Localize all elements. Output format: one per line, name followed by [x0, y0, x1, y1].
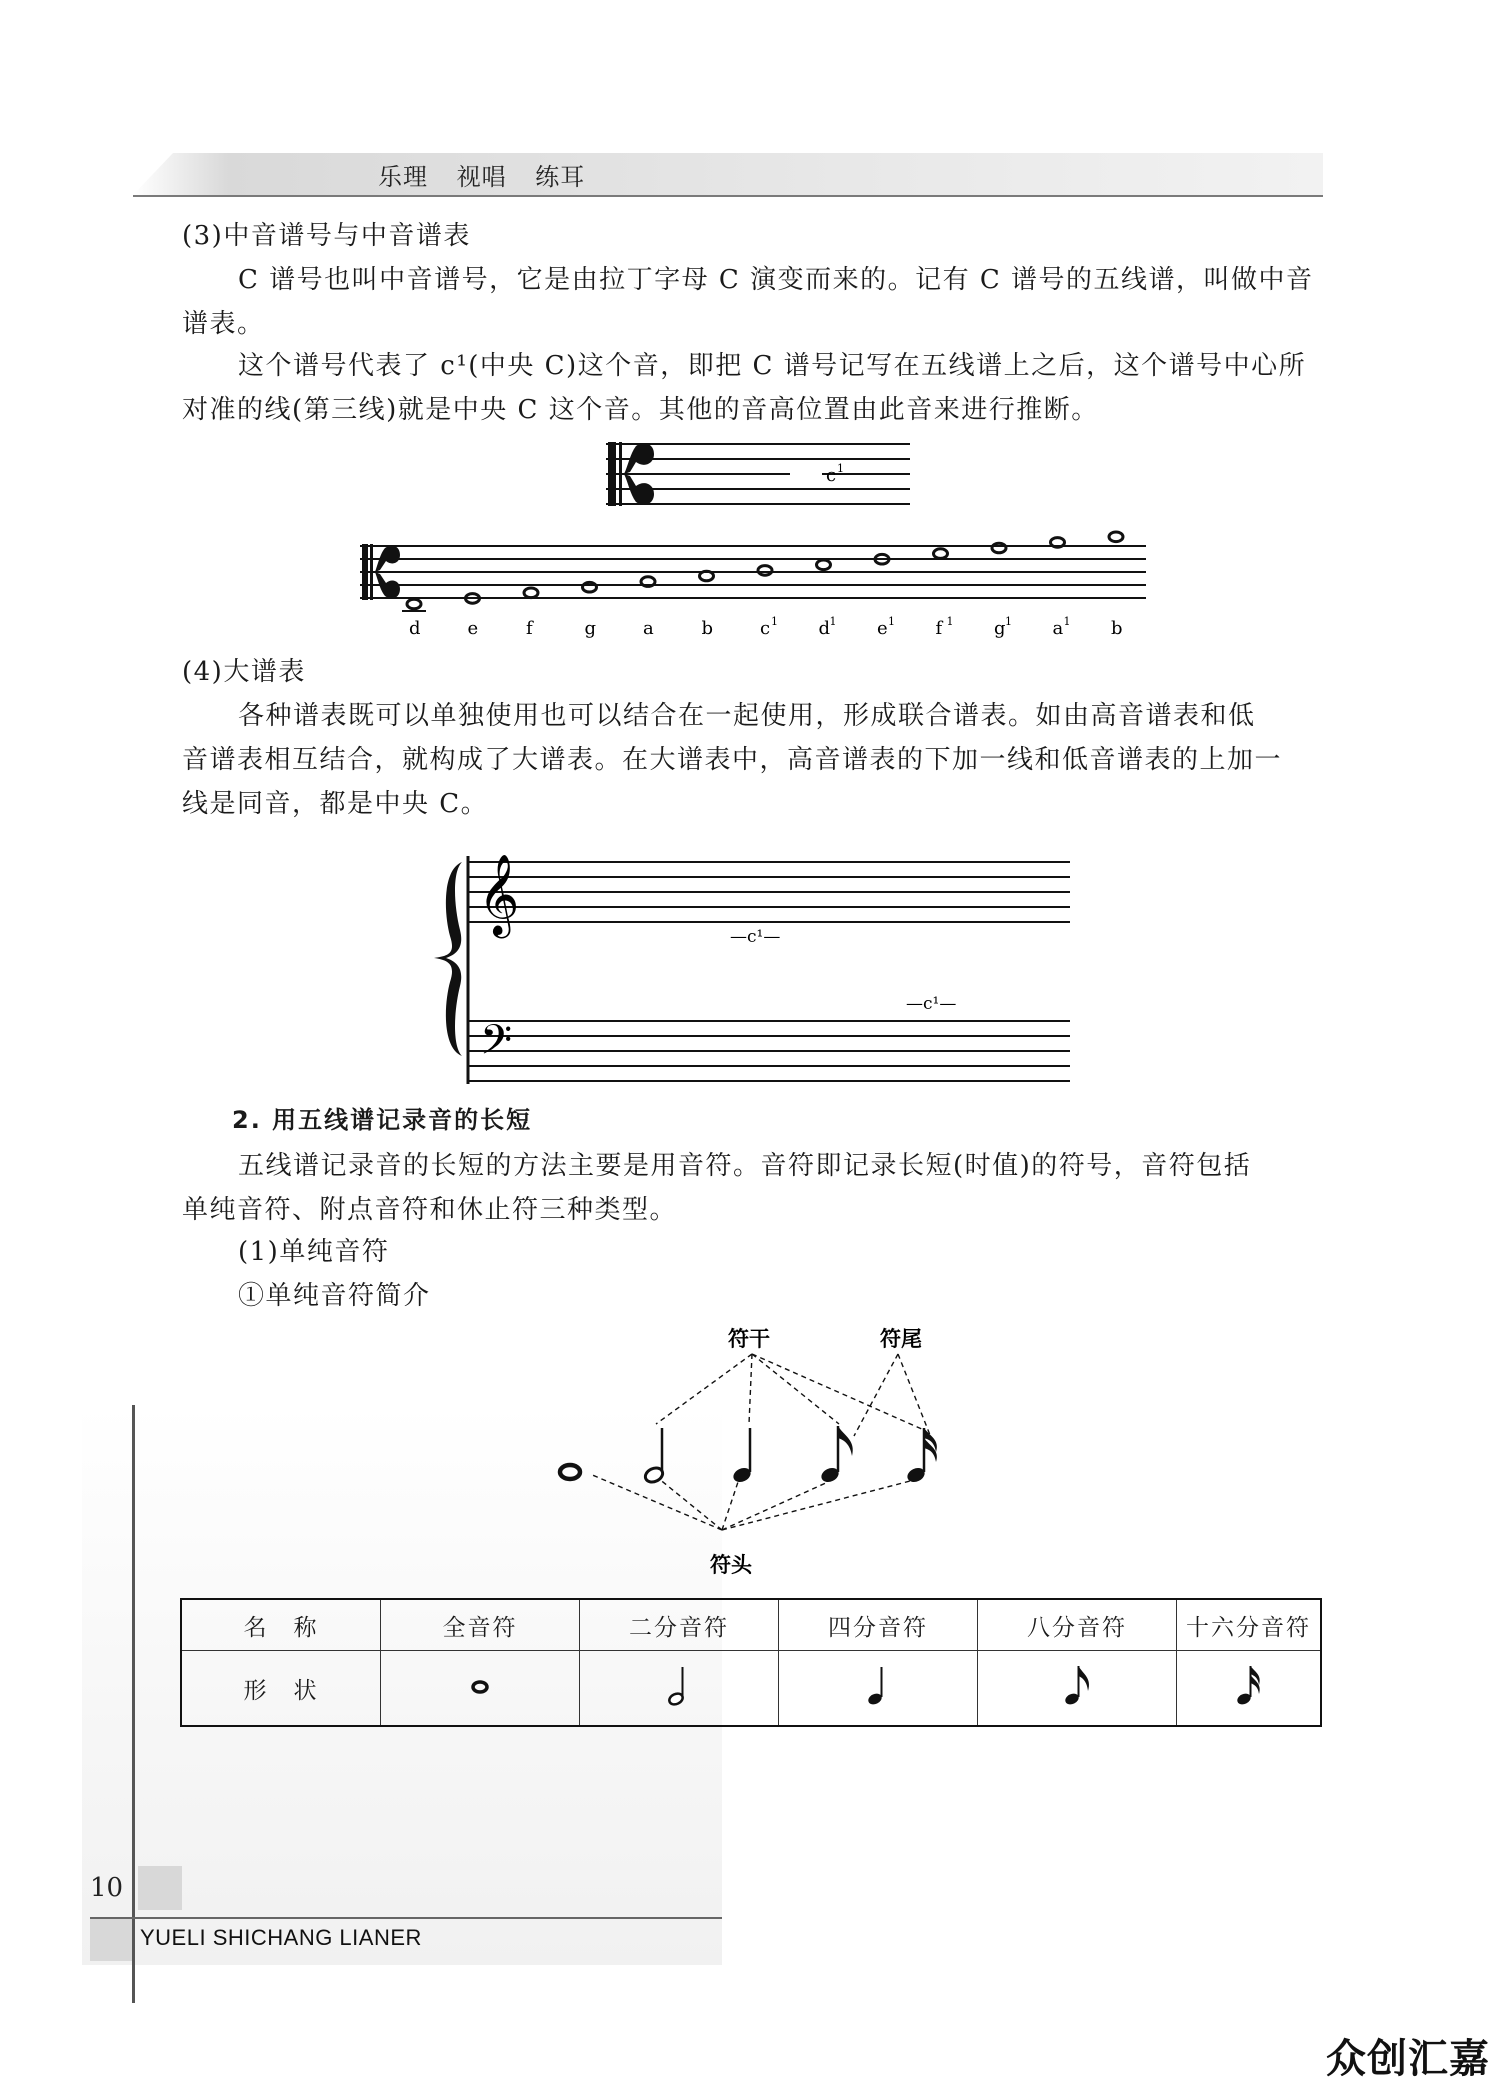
- sixteenth-note-icon: [905, 1428, 937, 1485]
- subheading-simple-notes-intro: ①单纯音符简介: [238, 1281, 431, 1311]
- scale-note: [583, 582, 597, 592]
- stem-label: 符干: [728, 1326, 770, 1351]
- alto-c1-sup: 1: [837, 462, 844, 475]
- header-part-2: 视唱: [456, 163, 507, 191]
- header-part-3: 练耳: [535, 163, 586, 191]
- scale-note-label: g: [584, 618, 597, 639]
- table-header-cell: 全音符: [381, 1599, 580, 1651]
- eighth-note-icon: [819, 1426, 853, 1485]
- quarter-note-icon: [731, 1428, 753, 1485]
- scale-note-label-sup: 1: [946, 615, 954, 628]
- section3-para2-line2: 对准的线(第三线)就是中央 C 这个音。其他的音高位置由此音来进行推断。: [182, 395, 1099, 425]
- section4-para-line3: 线是同音，都是中央 C。: [182, 789, 489, 819]
- table-header-cell: 十六分音符: [1177, 1599, 1322, 1651]
- head-label: 符头: [710, 1552, 752, 1577]
- table-shape-cell: [1177, 1651, 1322, 1727]
- section4-para-line2: 音谱表相互结合，就构成了大谱表。在大谱表中，高音谱表的下加一线和低音谱表的上加一: [182, 745, 1283, 775]
- half-note-shape-icon: [664, 1661, 694, 1709]
- table-shape-row: [181, 1651, 1321, 1727]
- subheading-simple-notes: (1)单纯音符: [238, 1237, 390, 1267]
- scale-note: [1051, 538, 1065, 548]
- scale-note-label: f: [935, 618, 943, 639]
- bass-clef-icon: 𝄢: [480, 1016, 513, 1074]
- footer-vertical-rule: [132, 1405, 135, 2003]
- sixteenth-note-shape-icon: [1232, 1661, 1266, 1709]
- footer-brand: YUELI SHICHANG LIANER: [140, 1925, 422, 1950]
- scale-note-label-sup: 1: [888, 615, 895, 628]
- table-header-row: [181, 1599, 1321, 1651]
- scale-note: [700, 571, 714, 581]
- section3-heading: (3)中音谱号与中音谱表: [182, 221, 471, 251]
- upper-c1-label: —c¹—: [730, 927, 781, 947]
- whole-note-shape-icon: [465, 1665, 495, 1705]
- page-number: 10: [90, 1873, 124, 1903]
- table-row-label: 形 状: [181, 1651, 381, 1727]
- scale-note-label: b: [701, 618, 714, 639]
- section2-para-line2: 单纯音符、附点音符和休止符三种类型。: [182, 1195, 678, 1225]
- scale-note-label: a: [1052, 618, 1064, 639]
- note-anatomy-figure: [540, 1316, 960, 1586]
- footer-gray-square: [90, 1919, 132, 1961]
- table-shape-cell: [779, 1651, 978, 1727]
- scale-note: [641, 577, 655, 587]
- whole-note-icon: [560, 1465, 580, 1479]
- alto-clef-figure: [600, 436, 920, 516]
- section4-para-line1: 各种谱表既可以单独使用也可以结合在一起使用，形成联合谱表。如由高音谱表和低: [238, 701, 1256, 731]
- section2-para-line1: 五线谱记录音的长短的方法主要是用音符。音符即记录长短(时值)的符号，音符包括: [238, 1151, 1252, 1181]
- table-header-cell: 八分音符: [978, 1599, 1177, 1651]
- table-shape-cell: [978, 1651, 1177, 1727]
- section3-para1-line1: C 谱号也叫中音谱号，它是由拉丁字母 C 演变而来的。记有 C 谱号的五线谱，叫做中音: [238, 265, 1314, 295]
- section2-heading: 2. 用五线谱记录音的长短: [232, 1106, 533, 1134]
- anatomy-leader-lines: [590, 1354, 932, 1530]
- brace-icon: [434, 862, 462, 1056]
- scale-note-label: d: [409, 618, 421, 639]
- scale-note-label: e: [467, 618, 479, 639]
- flag-label: 符尾: [880, 1326, 922, 1351]
- treble-clef-icon: 𝄞: [478, 853, 520, 935]
- scale-note: [817, 560, 831, 570]
- footer-rule: [90, 1917, 722, 1919]
- grand-staff-figure: [428, 826, 1074, 1088]
- scale-note: [992, 543, 1006, 553]
- lower-c1-label: —c¹—: [906, 994, 957, 1014]
- scale-note-label-sup: 1: [1005, 615, 1012, 628]
- table-shape-cell: [580, 1651, 779, 1727]
- scale-note-label: b: [1111, 618, 1123, 639]
- scale-note: [1109, 532, 1123, 542]
- scale-note: [934, 549, 948, 559]
- alto-scale-figure: [358, 530, 1148, 642]
- watermark: 众创汇嘉: [1326, 2036, 1490, 2082]
- section3-para1-line2: 谱表。: [182, 309, 265, 339]
- scale-labels: [409, 615, 1123, 639]
- scale-note-label: f: [526, 618, 533, 639]
- table-header-cell: 二分音符: [580, 1599, 779, 1651]
- table-shape-cell: [381, 1651, 580, 1727]
- half-note-icon: [643, 1428, 665, 1485]
- scale-note-label-sup: 1: [771, 615, 778, 628]
- header-rule: [133, 195, 1323, 197]
- quarter-note-shape-icon: [863, 1661, 893, 1709]
- scale-note-label-sup: 1: [829, 615, 837, 628]
- scale-note: [524, 588, 538, 598]
- note-types-table: [180, 1598, 1322, 1727]
- scale-note-label-sup: 1: [1063, 615, 1071, 628]
- scale-note: [407, 599, 421, 609]
- running-header: [378, 157, 605, 192]
- header-part-1: 乐理: [378, 163, 428, 191]
- scale-note-label: g: [994, 618, 1006, 639]
- alto-c1-label: c: [826, 465, 837, 486]
- section3-para2-line1: 这个谱号代表了 c¹(中央 C)这个音，即把 C 谱号记写在五线谱上之后，这个谱号中心所: [238, 351, 1307, 381]
- scale-note-label: a: [643, 618, 654, 639]
- scale-note-label: d: [818, 618, 831, 639]
- section4-heading: (4)大谱表: [182, 657, 306, 687]
- header-band: [133, 153, 1323, 195]
- eighth-note-shape-icon: [1060, 1661, 1094, 1709]
- table-header-cell: 名 称: [181, 1599, 381, 1651]
- scale-note: [758, 566, 772, 576]
- scale-note-label: c: [760, 618, 771, 639]
- scale-note-label: e: [877, 618, 888, 639]
- table-header-cell: 四分音符: [779, 1599, 978, 1651]
- footer-gray-box: [138, 1866, 182, 1910]
